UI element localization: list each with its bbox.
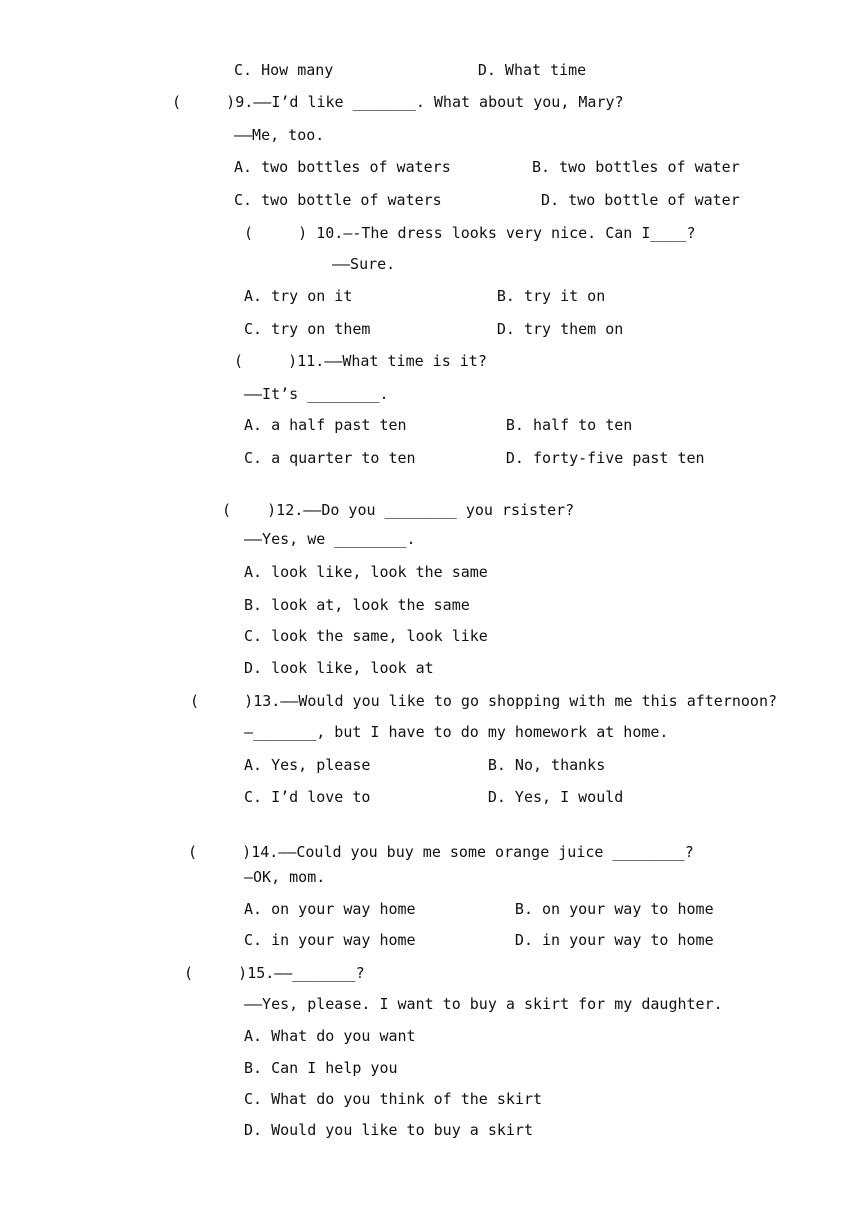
q13-reply: —_______, but I have to do my homework at home.	[244, 723, 669, 741]
q9-options-cd: C. two bottle of waters D. two bottle of water	[234, 191, 740, 209]
q8-options-cd: C. How many D. What time	[234, 61, 587, 79]
q12-option-b: B. look at, look the same	[244, 596, 470, 614]
q14-options-ab: A. on your way home B. on your way to home	[244, 900, 714, 918]
q12-option-a: A. look like, look the same	[244, 563, 488, 581]
q14-options-cd: C. in your way home D. in your way to home	[244, 931, 714, 949]
q15-stem: ( )15.——_______?	[184, 964, 365, 982]
q14-stem: ( )14.——Could you buy me some orange juice ________?	[188, 843, 694, 861]
q13-options-ab: A. Yes, please B. No, thanks	[244, 756, 606, 774]
q12-option-c: C. look the same, look like	[244, 627, 488, 645]
q9-reply: ——Me, too.	[234, 126, 325, 144]
q15-reply: ——Yes, please. I want to buy a skirt for my daughter.	[244, 995, 723, 1013]
q13-stem: ( )13.——Would you like to go shopping with me this afternoon?	[190, 692, 777, 710]
q11-options-ab: A. a half past ten B. half to ten	[244, 416, 633, 434]
q11-reply: ——It’s ________.	[244, 385, 389, 403]
q10-stem: ( ) 10.—-The dress looks very nice. Can I____?	[244, 224, 696, 242]
q12-reply: ——Yes, we ________.	[244, 530, 416, 548]
q9-stem: ( )9.——I’d like _______. What about you, Mary?	[172, 93, 624, 111]
q10-reply: ——Sure.	[332, 255, 396, 273]
q10-options-cd: C. try on them D. try them on	[244, 320, 624, 338]
q14-reply: —OK, mom.	[244, 868, 326, 886]
q10-options-ab: A. try on it B. try it on	[244, 287, 606, 305]
q13-options-cd: C. I’d love to D. Yes, I would	[244, 788, 624, 806]
q15-option-c: C. What do you think of the skirt	[244, 1090, 543, 1108]
q12-option-d: D. look like, look at	[244, 659, 434, 677]
q15-option-d: D. Would you like to buy a skirt	[244, 1121, 533, 1139]
q11-stem: ( )11.——What time is it?	[234, 352, 487, 370]
q11-options-cd: C. a quarter to ten D. forty-five past ten	[244, 449, 705, 467]
q15-option-b: B. Can I help you	[244, 1059, 398, 1077]
q9-options-ab: A. two bottles of waters B. two bottles of water	[234, 158, 740, 176]
q12-stem: ( )12.——Do you ________ you rsister?	[222, 501, 575, 519]
q15-option-a: A. What do you want	[244, 1027, 416, 1045]
